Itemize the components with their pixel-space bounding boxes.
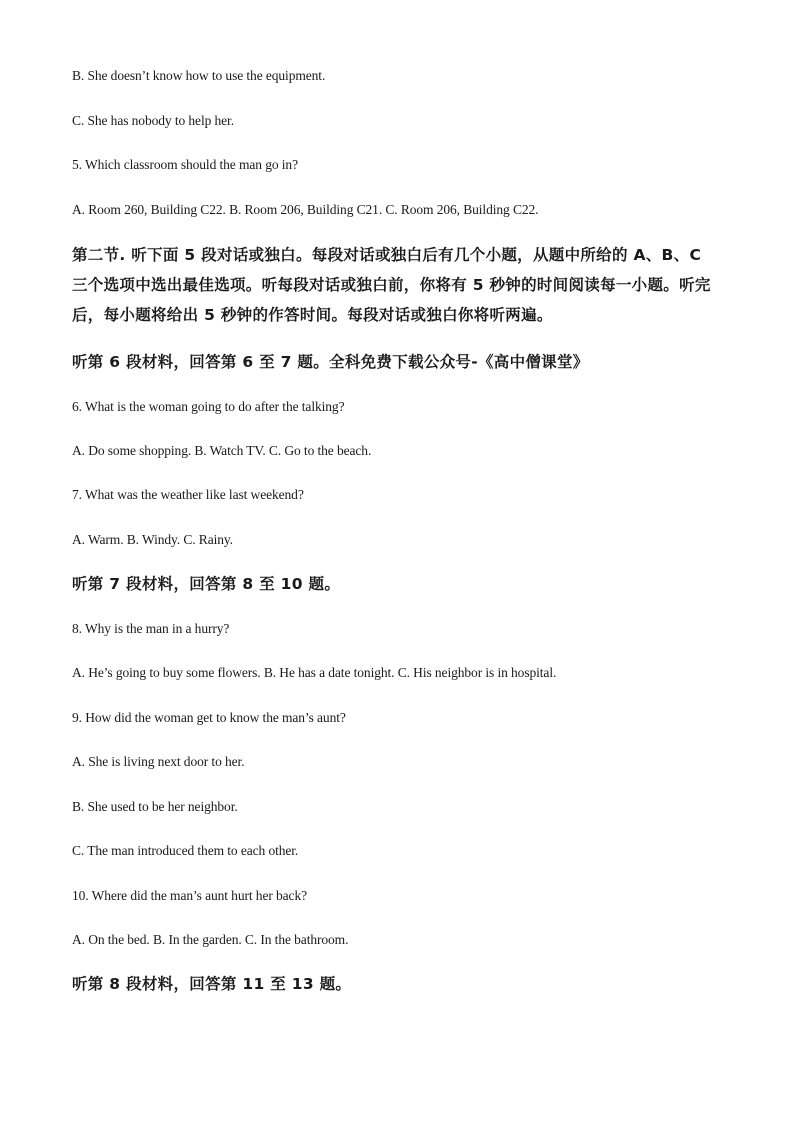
q9-option-c: C. The man introduced them to each other. [72, 843, 299, 858]
section-2-row-2: 三个选项中选出最佳选项。听每段对话或独白前，你将有 5 秒钟的时间阅读每一小题。听完 [72, 276, 711, 294]
q4-option-b: B. She doesn’t know how to use the equipment. [72, 68, 326, 83]
q5-options: A. Room 260, Building C22. B. Room 206, Building C21. C. Room 206, Building C22. [72, 202, 539, 217]
section-2-instructions [72, 240, 724, 330]
q6-options: A. Do some shopping. B. Watch TV. C. Go to the beach. [72, 443, 372, 458]
q4-option-c: C. She has nobody to help her. [72, 113, 234, 128]
question-5: 5. Which classroom should the man go in? [72, 157, 298, 172]
passage-8-heading: 听第 8 段材料，回答第 11 至 13 题。 [72, 975, 352, 993]
question-8: 8. Why is the man in a hurry? [72, 621, 230, 636]
passage-6-heading: 听第 6 段材料，回答第 6 至 7 题。全科免费下载公众号-《高中僧课堂》 [72, 353, 589, 371]
section-2-row-3: 后，每小题将给出 5 秒钟的作答时间。每段对话或独白你将听两遍。 [72, 306, 553, 324]
q9-option-b: B. She used to be her neighbor. [72, 799, 238, 814]
question-9: 9. How did the woman get to know the man’s aunt? [72, 710, 346, 725]
q8-options: A. He’s going to buy some flowers. B. He has a date tonight. C. His neighbor is in hospital. [72, 665, 557, 680]
section-2-row-1: 第二节. 听下面 5 段对话或独白。每段对话或独白后有几个小题，从题中所给的 A、B、C [72, 246, 702, 264]
question-10: 10. Where did the man’s aunt hurt her back? [72, 888, 307, 903]
question-6: 6. What is the woman going to do after the talking? [72, 399, 345, 414]
q7-options: A. Warm. B. Windy. C. Rainy. [72, 532, 233, 547]
passage-7-heading: 听第 7 段材料，回答第 8 至 10 题。 [72, 575, 341, 593]
question-7: 7. What was the weather like last weekend? [72, 487, 304, 502]
q10-options: A. On the bed. B. In the garden. C. In the bathroom. [72, 932, 349, 947]
q9-option-a: A. She is living next door to her. [72, 754, 245, 769]
